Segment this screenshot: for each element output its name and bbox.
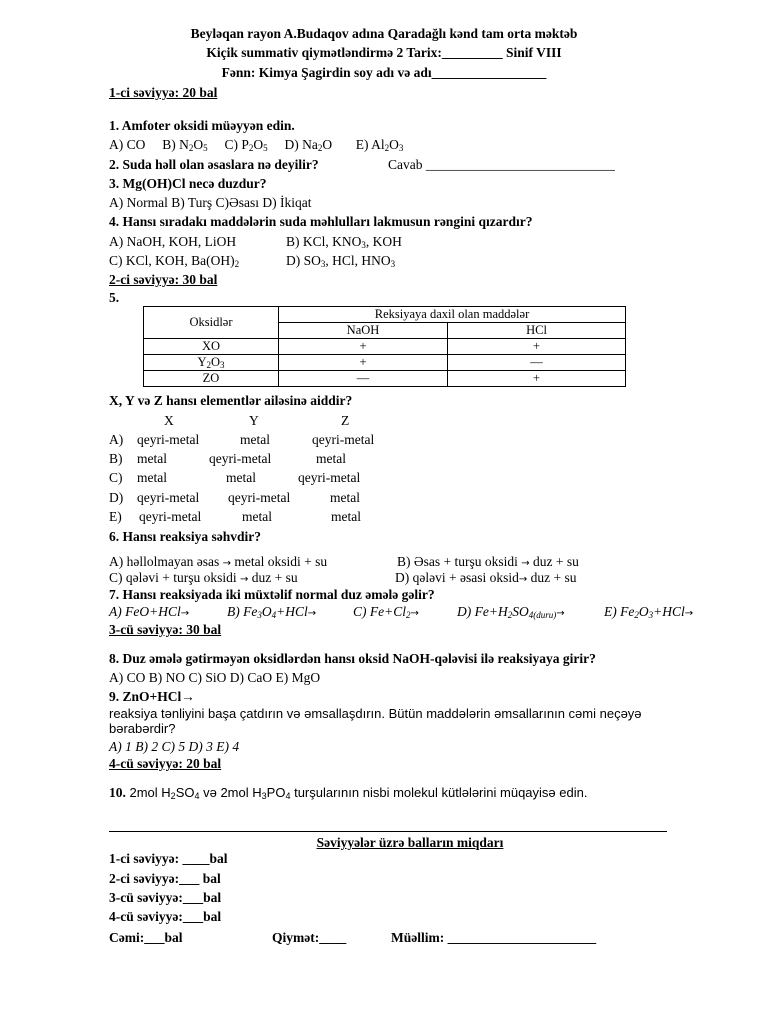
option-x: qeyri-metal — [139, 509, 202, 524]
reaction-table — [143, 306, 626, 387]
option-x: metal — [137, 470, 167, 485]
question-6-option-c: C) qələvi + turşu oksidi → duz + su — [109, 570, 298, 585]
school-name: Beyləqan rayon A.Budaqov adına Qaradağlı kənd tam orta məktəb — [190, 26, 578, 41]
table-cell: + — [279, 339, 448, 355]
table-cell: — — [448, 355, 626, 371]
question-6-option-a: A) həllolmayan əsas → metal oksidi + su — [109, 554, 328, 569]
question-2: 2. Suda həll olan əsaslara nə deyilir? — [109, 157, 319, 172]
arrow-icon: → — [222, 558, 231, 569]
level-1-heading: 1-ci səviyyə: 20 bal — [109, 85, 218, 100]
summary-level-2: 2-ci səviyyə:___ bal — [109, 871, 221, 886]
level-2-heading: 2-ci səviyyə: 30 bal — [109, 272, 218, 287]
option-y: qeyri-metal — [209, 451, 272, 466]
question-8: 8. Duz əmələ gətirməyən oksidlərdən hansı oksid NaOH-qələvisi ilə reaksiyaya girir? — [109, 651, 596, 666]
table-cell: $Y_2O_3$ — [144, 355, 279, 371]
table-cell: XO — [144, 339, 279, 355]
question-3-options: A) Normal B) Turş C)Əsası D) İkiqat — [109, 195, 312, 210]
question-1: 1. Amfoter oksidi müəyyən edin. — [109, 118, 295, 133]
arrow-icon: → — [684, 608, 694, 619]
option-letter: D) — [109, 490, 124, 505]
arrow-icon: → — [410, 608, 419, 619]
table-header-naoh: NaOH — [279, 323, 448, 339]
question-7-option-c: C) $Fe+Cl_2\to$ — [353, 604, 419, 620]
table-row — [144, 371, 626, 387]
question-9: 9. ZnO+HCl→ — [109, 689, 195, 704]
table-cell: + — [448, 339, 626, 355]
column-y: Y — [249, 413, 259, 428]
option-y: metal — [240, 432, 270, 447]
option-letter: C) — [109, 470, 123, 485]
question-6-option-b: B) Əsas + turşu oksidi → duz + su — [397, 554, 579, 569]
option-y: qeyri-metal — [228, 490, 291, 505]
question-3: 3. Mg(OH)Cl necə duzdur? — [109, 176, 267, 191]
arrow-icon: → — [521, 558, 530, 569]
question-4-option-b: B) KCl, $KNO_3$, KOH — [286, 234, 402, 250]
arrow-icon: → — [180, 608, 190, 619]
summary-grade: Qiymət:____ — [272, 930, 347, 945]
summary-teacher: Müəllim: ______________________ — [391, 930, 597, 945]
question-8-options: A) CO B) NO C) SiO D) CaO E) MgO — [109, 670, 321, 685]
option-letter: A) — [109, 432, 124, 447]
table-cell: + — [279, 355, 448, 371]
summary-title: Səviyyələr üzrə balların miqdarı — [316, 835, 504, 850]
subject-student-line: Fənn: Kimya Şagirdin soy adı və adı_________________ — [221, 65, 547, 80]
option-z: metal — [316, 451, 346, 466]
option-letter: B) — [109, 451, 123, 466]
divider-line — [109, 831, 667, 832]
table-row — [144, 339, 626, 355]
option-x: qeyri-metal — [137, 490, 200, 505]
question-4-option-c: C) KCl, KOH, $Ba(OH)_2$ — [109, 253, 240, 269]
arrow-icon: → — [239, 574, 249, 585]
option-letter: E) — [109, 509, 122, 524]
question-4-option-d: D) $SO_3$, HCl, $HNO_3$ — [286, 253, 396, 269]
option-z: metal — [331, 509, 361, 524]
question-4: 4. Hansı sıradakı maddələrin suda məhlulları lakmusun rəngini qızardır? — [109, 214, 533, 229]
question-7-option-e: E) $Fe_2O_3+HCl\to$ — [604, 604, 694, 620]
question-5-number: 5. — [109, 290, 120, 305]
option-z: metal — [330, 490, 360, 505]
question-6: 6. Hansı reaksiya səhvdir? — [109, 529, 262, 544]
summary-level-3: 3-cü səviyyə:___bal — [109, 890, 222, 905]
level-3-heading: 3-cü səviyyə: 30 bal — [109, 622, 222, 637]
table-row — [144, 355, 626, 371]
arrow-icon: → — [556, 608, 565, 619]
arrow-icon: → — [518, 574, 528, 585]
question-7-option-d: D) $Fe+H_2SO_{4(duru)}\to$ — [457, 604, 565, 620]
question-6-option-d: D) qələvi + əsasi oksid→ duz + su — [395, 570, 577, 585]
table-header-oxides: Oksidlər — [144, 307, 279, 339]
table-cell: — — [279, 371, 448, 387]
question-10: 10. 2mol $H_2SO_4$ və 2mol $H_3PO_4$ turşularının nisbi molekul kütlələrini müqayisə edin. — [109, 785, 588, 801]
level-4-heading: 4-cü səviyyə: 20 bal — [109, 756, 222, 771]
question-9-description-cont: bərabərdir? — [109, 721, 176, 736]
column-x: X — [164, 413, 174, 428]
option-y: metal — [242, 509, 272, 524]
assessment-title: Kiçik summativ qiymətləndirmə 2 Tarix:_________ Sinif VIII — [206, 45, 562, 60]
option-x: qeyri-metal — [137, 432, 200, 447]
table-cell: ZO — [144, 371, 279, 387]
option-z: qeyri-metal — [312, 432, 375, 447]
question-5: X, Y və Z hansı elementlər ailəsinə aiddir? — [109, 393, 353, 408]
option-x: metal — [137, 451, 167, 466]
column-z: Z — [341, 413, 350, 428]
question-2-answer-field[interactable]: Cavab ____________________________ — [388, 157, 615, 172]
table-header-reactants: Reksiyaya daxil olan maddələr — [279, 307, 626, 323]
summary-level-4: 4-cü səviyyə:___bal — [109, 909, 222, 924]
arrow-icon: → — [307, 608, 317, 619]
question-9-description: reaksiya tənliyini başa çatdırın və əmsallaşdırın. Bütün maddələrin əmsallarının cəmi neçəyə — [109, 706, 642, 721]
question-4-option-a: A) NaOH, KOH, LiOH — [109, 234, 237, 249]
question-7-option-b: B) $Fe_3O_4+HCl\to$ — [227, 604, 317, 620]
option-z: qeyri-metal — [298, 470, 361, 485]
table-header-hcl: HCl — [448, 323, 626, 339]
question-1-options: A) CO B) $N_2O_5$ C) $P_2O_5$ D) $Na_2O$ E) $Al_2O_3$ — [109, 137, 404, 153]
table-cell: + — [448, 371, 626, 387]
option-y: metal — [226, 470, 256, 485]
summary-level-1: 1-ci səviyyə: ____bal — [109, 851, 228, 866]
summary-total: Cəmi:___bal — [109, 930, 183, 945]
question-7-option-a: A) FeO+HCl→ — [109, 604, 190, 619]
question-9-options: A) 1 B) 2 C) 5 D) 3 E) 4 — [109, 739, 240, 754]
question-7: 7. Hansı reaksiyada iki müxtəlif normal duz əmələ gəlir? — [109, 587, 435, 602]
